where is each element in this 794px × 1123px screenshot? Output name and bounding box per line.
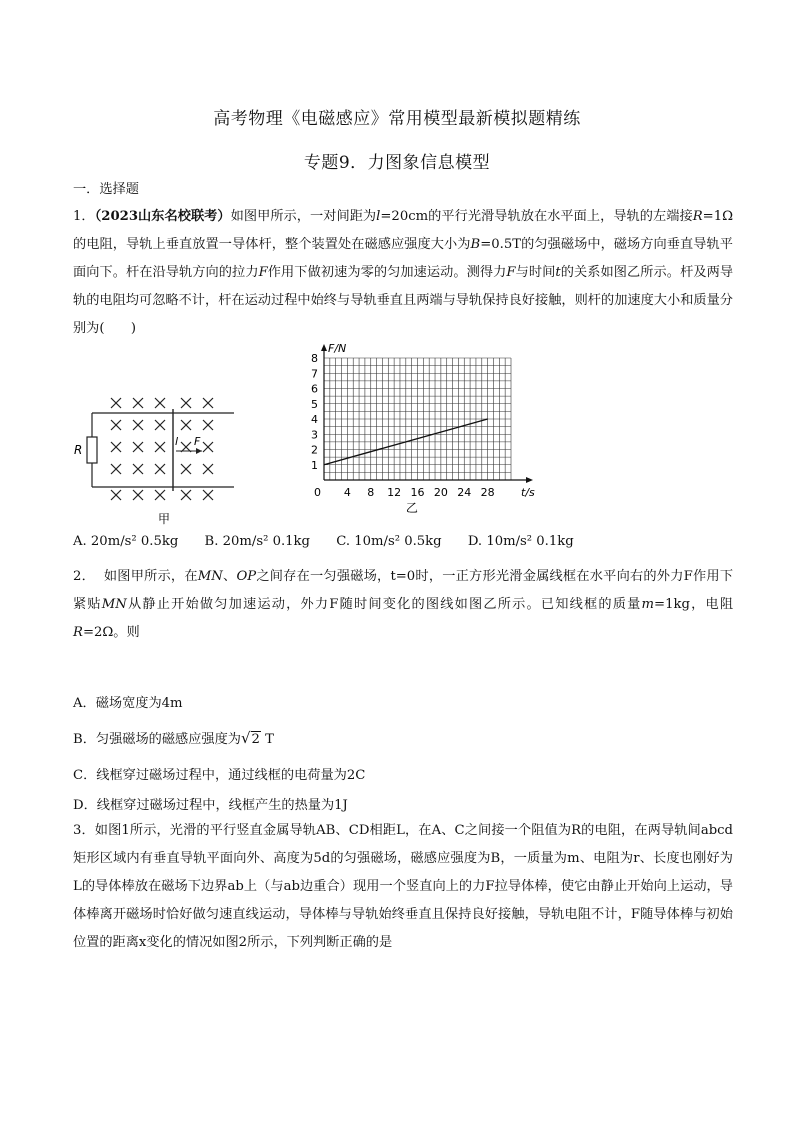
field-cross-icon — [181, 490, 191, 500]
field-cross-icon — [111, 464, 121, 474]
y-tick-label: 5 — [311, 397, 318, 411]
y-tick-label: 3 — [311, 428, 318, 442]
field-cross-icon — [133, 464, 143, 474]
figure-jia-rails — [72, 385, 242, 530]
field-cross-icon — [181, 420, 191, 430]
q1-text-part: =20cm的平行光滑导轨放在水平面上，导轨的左端接 — [380, 209, 693, 224]
chart-x-axis-label: t/s — [521, 486, 535, 499]
variable-l: l — [376, 209, 381, 224]
q2-text-part: =2Ω。则 — [82, 625, 140, 640]
y-tick-label: 8 — [311, 352, 318, 365]
figure-yi-chart — [296, 338, 548, 533]
q2-text-part: 、 — [222, 569, 237, 584]
variable-MN: MN — [197, 569, 223, 584]
q2-option-b[interactable] — [73, 728, 274, 747]
field-cross-icon — [111, 442, 121, 452]
variable-t: t — [555, 265, 561, 280]
figure-jia-caption: 甲 — [158, 512, 171, 526]
q2-text-part: 如图甲所示，在 — [103, 569, 198, 584]
option-text: 10m/s² 0.5kg — [354, 534, 442, 549]
sqrt-symbol-icon: √ — [240, 729, 251, 747]
option-key: D. — [467, 534, 483, 549]
option-key: B. — [204, 534, 219, 549]
question-2-text — [73, 563, 733, 647]
rail-spacing-label: l — [175, 435, 179, 448]
option-key: A. — [73, 534, 87, 549]
field-cross-icon — [133, 420, 143, 430]
q1-text-part: =1Ω的电阻，导轨上垂直放置一导体杆，整个装置处在磁感应强度大小为 — [73, 209, 734, 252]
question-source: （2023山东名校联考） — [94, 209, 231, 224]
x-tick-label: 28 — [480, 486, 495, 499]
q1-text-part: 的关系如图乙所示。杆及两导轨的电阻均可忽略不计，杆在运动过程中始终与导轨垂直且两端与导轨保持良好接触，则杆的加速度大小和质量分别为( ) — [73, 265, 734, 336]
option-text: 10m/s² 0.1kg — [486, 534, 574, 549]
field-cross-icon — [133, 442, 143, 452]
field-cross-icon — [155, 442, 165, 452]
field-cross-icon — [155, 398, 165, 408]
option-text: 20m/s² 0.5kg — [90, 534, 179, 549]
field-cross-icon — [111, 398, 121, 408]
q2-option-d[interactable]: D．线框穿过磁场过程中，线框产生的热量为1J — [73, 798, 348, 813]
q1-text-part: 作用下做初速为零的匀加速运动。测得力 — [267, 265, 507, 280]
resistor-symbol — [87, 437, 97, 463]
chart-caption: 乙 — [405, 501, 418, 515]
field-cross-icon — [203, 464, 213, 474]
q2-option-a[interactable]: A．磁场宽度为4m — [73, 696, 183, 711]
option-text: 20m/s² 0.1kg — [222, 534, 310, 549]
variable-F: F — [258, 265, 268, 280]
field-cross-icon — [133, 398, 143, 408]
option-a[interactable] — [73, 534, 178, 549]
sqrt-radicand: 2 — [251, 732, 260, 747]
x-tick-label: 8 — [367, 486, 375, 499]
section-label: 一．选择题 — [73, 182, 139, 197]
y-tick-label: 7 — [311, 367, 318, 381]
q1-text-part: =0.5T的匀强磁场中，磁场方向垂直导轨平面向下。杆在沿导轨方向的拉力 — [73, 237, 733, 280]
question-1-options — [73, 534, 596, 549]
option-key: C. — [336, 534, 351, 549]
field-cross-icon — [155, 420, 165, 430]
x-tick-label: 20 — [433, 486, 448, 499]
q1-text-part: 如图甲所示，一对间距为 — [230, 209, 377, 224]
variable-OP: OP — [236, 569, 257, 584]
q2-text-part: 之间存在一匀强磁场，t=0时，一正方形光滑金属线框在水平向右的外力F作用下紧贴 — [73, 569, 734, 612]
option-d[interactable] — [468, 534, 574, 549]
y-tick-label: 4 — [311, 413, 318, 426]
x-tick-label: 24 — [457, 486, 472, 499]
question-number: 1． — [73, 209, 95, 224]
x-tick-label: 16 — [410, 486, 425, 499]
field-cross-icon — [203, 490, 213, 500]
chart-grid — [321, 344, 533, 483]
field-cross-icon — [111, 420, 121, 430]
option-b[interactable] — [205, 534, 310, 549]
option-text: B．匀强磁场的磁感应强度为 — [73, 732, 241, 747]
field-cross-icon — [203, 398, 213, 408]
y-tick-label: 2 — [311, 443, 318, 457]
y-tick-label: 6 — [311, 382, 318, 396]
question-1-text — [73, 203, 733, 343]
q2-text-part: =1kg，电阻 — [654, 597, 734, 612]
chart-ticks — [311, 352, 495, 499]
chart-origin-label: 0 — [314, 486, 321, 499]
variable-MN: MN — [101, 597, 127, 612]
variable-m: m — [641, 597, 655, 612]
option-unit: T — [265, 732, 274, 747]
field-cross-icon — [155, 464, 165, 474]
page-subtitle: 专题9．力图象信息模型 — [303, 153, 491, 173]
y-tick-label: 1 — [311, 458, 318, 472]
variable-B: B — [470, 237, 481, 252]
q1-text-part: 与时间 — [515, 265, 556, 280]
question-3-text: 3．如图1所示，光滑的平行竖直金属导轨AB、CD相距L，在A、C之间接一个阻值为R的电阻，在两导轨间abcd矩形区域内有垂直导轨平面向外、高度为5d的匀强磁场，磁感应强度为B，一质量为m、电阻为r、长度也刚好为L的导体棒放在磁场下边界ab上（与ab边重合）现用一个竖直向上的力F拉导体棒，使它由静止开始向上运动，导体棒离开磁场时恰好做匀速直线运动，导体棒与导轨始终垂直且保持良好接触，导轨电阻不计，F随导体棒与初始位置的距离x变化的情况如图2所示，下列判断正确的是 — [73, 823, 733, 950]
x-tick-label: 12 — [387, 486, 402, 499]
field-cross-icon — [181, 464, 191, 474]
x-tick-label: 4 — [343, 486, 351, 499]
field-cross-icon — [111, 490, 121, 500]
variable-R: R — [73, 625, 83, 640]
variable-F: F — [506, 265, 516, 280]
resistor-label: R — [74, 443, 83, 457]
field-cross-icon — [181, 398, 191, 408]
q2-text-part: 从静止开始做匀加速运动，外力F随时间变化的图线如图乙所示。已知线框的质量 — [126, 597, 642, 612]
option-c[interactable] — [336, 534, 441, 549]
force-label: F — [194, 435, 201, 448]
field-cross-icon — [133, 490, 143, 500]
page-title: 高考物理《电磁感应》常用模型最新模拟题精练 — [213, 109, 581, 129]
variable-R: R — [692, 209, 703, 224]
y-axis-arrow-icon — [321, 344, 327, 351]
chart-y-axis-label: F/N — [328, 342, 347, 355]
field-cross-icon — [203, 442, 213, 452]
field-cross-icon — [155, 490, 165, 500]
q2-option-c[interactable]: C．线框穿过磁场过程中，通过线框的电荷量为2C — [73, 768, 366, 783]
x-axis-arrow-icon — [526, 477, 533, 483]
question-number: 2． — [73, 569, 96, 584]
field-cross-icon — [203, 420, 213, 430]
